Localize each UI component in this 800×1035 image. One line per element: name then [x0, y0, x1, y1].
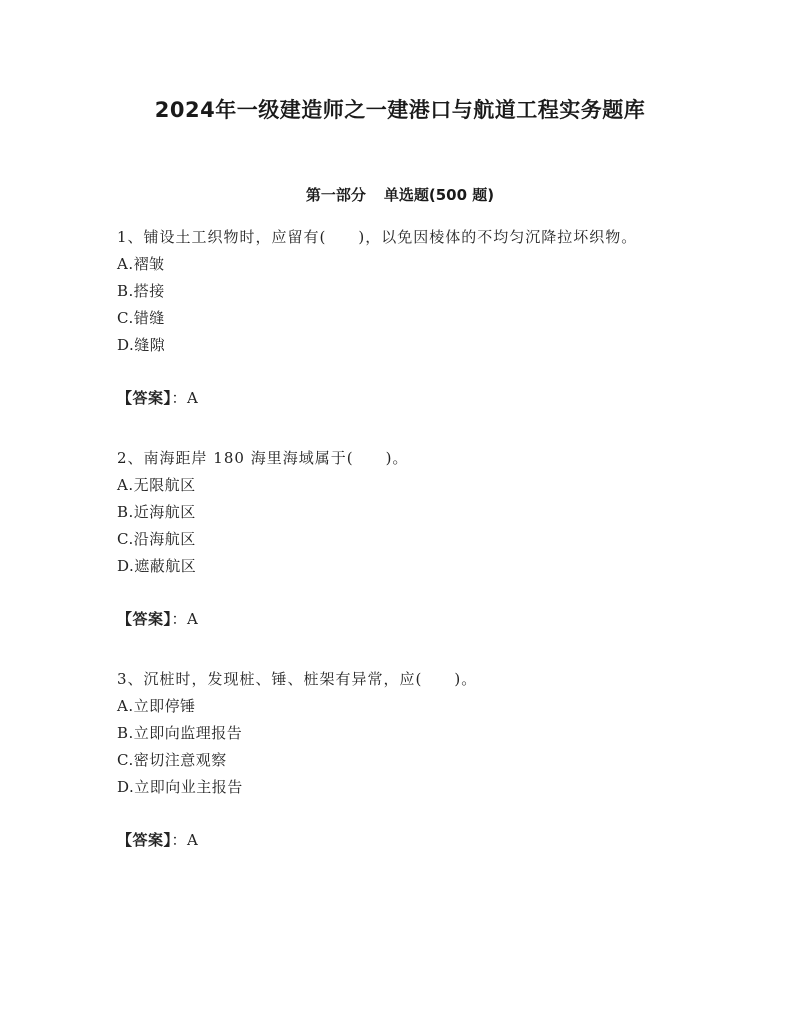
question-stem: 2、南海距岸 180 海里海域属于( )。: [117, 449, 409, 467]
question-gap: [117, 412, 687, 445]
question-item: [117, 224, 687, 412]
answer-line: [117, 385, 687, 412]
answer-line: [117, 827, 687, 854]
section-heading: [0, 184, 800, 205]
option-b: B.近海航区: [117, 503, 196, 521]
question-gap: [117, 633, 687, 666]
question-stem: 3、沉桩时，发现桩、锤、桩架有异常，应( )。: [117, 670, 478, 688]
option-d: D.立即向业主报告: [117, 778, 243, 796]
answer-separator: ：: [171, 610, 188, 628]
answer-label: 【答案】: [117, 610, 172, 628]
question-item: [117, 445, 687, 633]
section-type-label: 单选题(500 题): [383, 186, 495, 204]
option-d: D.遮蔽航区: [117, 557, 197, 575]
question-list: [117, 224, 687, 854]
document-title: 2024年一级建造师之一建港口与航道工程实务题库: [154, 98, 646, 122]
question-item: [117, 666, 687, 854]
answer-line: [117, 606, 687, 633]
answer-value: A: [187, 831, 199, 849]
option-a: A.褶皱: [117, 255, 165, 273]
answer-separator: ：: [171, 389, 188, 407]
answer-label: 【答案】: [117, 831, 172, 849]
option-a: A.立即停锤: [117, 697, 196, 715]
option-a: A.无限航区: [117, 476, 196, 494]
section-part-label: 第一部分: [305, 186, 366, 204]
option-b: B.搭接: [117, 282, 165, 300]
option-c: C.错缝: [117, 309, 165, 327]
answer-separator: ：: [171, 831, 188, 849]
answer-label: 【答案】: [117, 389, 172, 407]
answer-value: A: [187, 610, 199, 628]
question-stem: 1、铺设土工织物时，应留有( )，以免因棱体的不均匀沉降拉坏织物。: [117, 228, 638, 246]
option-d: D.缝隙: [117, 336, 166, 354]
option-c: C.密切注意观察: [117, 751, 227, 769]
answer-value: A: [187, 389, 199, 407]
option-c: C.沿海航区: [117, 530, 196, 548]
option-b: B.立即向监理报告: [117, 724, 243, 742]
